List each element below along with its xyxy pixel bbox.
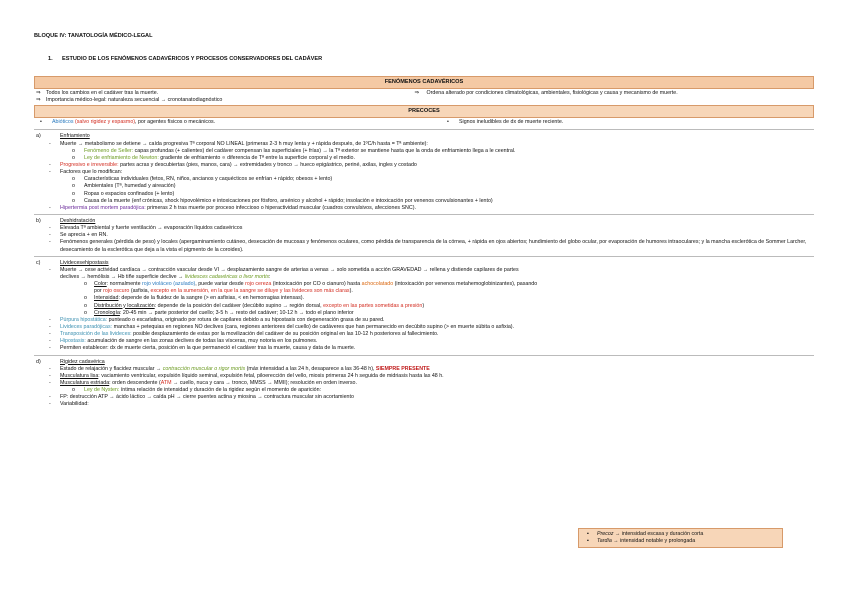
section-heading: Deshidratación (60, 217, 96, 224)
section-title-text: ESTUDIO DE LOS FENÓMENOS CADAVÉRICOS Y PROCESOS CONSERVADORES DEL CADÁVER (62, 56, 323, 62)
document-header: BLOQUE IV: TANATOLOGÍA MÉDICO-LEGAL (34, 33, 153, 39)
section-enfriamiento: a) Enfriamiento - Muerte → metabolismo se detiene → caída progresiva Tª corporal NO LINEAL (primeras 2-3 h muy lenta y + rápida después, de 1ºC/h hasta = Tª ambiente): o Fenómeno de Seller: capas profundas (+ calientes) del cadáver compensan las superficiales (+ frías) → la Tª exterior se mantiene hasta que la onda de enfriamiento llega a le ceentral. o Ley de enfriamiento de Newton: gradiente de enfriamiento ∝ diferencia de Tª entre la superficie corporal y el medio. - Progresivo e irreversible: partes acras y descubiertas (pies, manos, cara) → extremidades y tronco → hueco epigástrico, periné, axilas, ingles y costado - Factores que lo modifican: o Características individuales (fetos, RN, niños, ancianos y caquécticos se enfrían + rápido; obesos + lento) o Ambientales (Tª, humedad y aireación) o Ropas o espacios confinados (+ lento) o Causa de la muerte (enf crónicas, shock hipovolémico e intoxicaciones por fósforo, arsénico y alcohol + rápido; insolación e intoxicación por venenos convulsionantes + lento) - Hipertermia post mortem paradójica: primeras 2 h tras muerte por proceso infeccioso o hiperactividad muscular (cuadros convulsivos, afecciones SNC). (36, 133, 516, 211)
divider (34, 214, 814, 215)
section-rigidez: d) Rigidez cadavérica - Estado de relajación y flacidez muscular → contracción muscular o rigor mortis (máx intensidad a las 24 h, desaparece a las 36-48 h), SIEMPRE PRESENTE - Musculatura lisa: vaciamiento ventricular, expulsión líquido seminal, expulsión fetal, piloerección del vello, miosis primeras 24 h seguida de midriasis hasta las 48 h. - Musculatura estriada: orden descendente (ATM → cuello, nuca y cara → tronco, MMSS → MMII); resolución en orden inverso. o Ley de Nysten: íntima relación de intensidad y duración de la rigidez según el momento de aparición: - FP: destrucción ATP → ácido láctico → caída pH → cierre puentes actina y miosina → contractura muscular sin acortamiento - Variabilidad: (36, 358, 444, 408)
divider (34, 129, 814, 130)
section-heading: Lividecesehipostasis (60, 259, 109, 266)
section-heading: Enfriamiento (60, 133, 90, 140)
content-table (34, 76, 814, 408)
intro-left-2: Importancia médico-legal: naturaleza secuencial → cronotanatodiagnóstico (46, 97, 223, 104)
bullet-icon: ▪ (587, 531, 589, 537)
section-heading: Rigidez cadavérica (60, 358, 105, 365)
arrow-icon: ⇒ (36, 90, 41, 96)
table-title: FENÓMENOS CADAVÉRICOS (34, 76, 814, 89)
arrow-icon: ⇒ (414, 90, 419, 96)
divider (34, 256, 814, 257)
section-number: 1. (48, 56, 53, 62)
precoces-band: PRECOCES (34, 105, 814, 118)
bullet-icon: • (447, 119, 449, 126)
intro-right: Ordena alterado por condiciones climatológicas, ambientales, fisiológicas y causa y mecanismo de muerte. (426, 90, 678, 96)
precoces-row: • Abióticos (salvo rigidez y espasmo), por agentes físicos o mecánicos. • Signos ineludibles de dx de muerte reciente. (40, 119, 564, 126)
bullet-icon: ▪ (587, 538, 589, 545)
divider (34, 355, 814, 356)
section-title (48, 56, 322, 64)
nysten-note-box: ▪ Precoz → intensidad escasa y duración corta ▪ Tardía → intensidad notable y prolongada (578, 528, 783, 548)
arrow-icon: ⇒ (36, 97, 41, 104)
intro-row (34, 89, 814, 105)
section-livideces: c) Lividecesehipostasis - Muerte → cese actividad cardíaca → contracción vascular desde VI → desplazamiento sangre de arterias a venas → solo sometida a acción GRAVEDAD → rellena y distiende capilares de partes declives → hemólisis → Hb tiñe superficie declive → lividesces cadavéricas o livor mortis: o Color: normalmente rojo violáceo (azulado), puede variar desde rojo cereza (intoxicación por CO o cianuro) hasta achocolatado (intoxicación por venenos metahemoglobinizantes), pasando por rojo oscuro (asfixia, excepto en la sumersión, en la que la sangre se diluye y las livideces son más claras). o Intensidad: depende de la fluidez de la sangre (> en asfixias, < en hemorragias intensas). o Distribución y localización: depende de la posición del cadáver (decúbito supino → región dorsal, excepto en las partes sometidas a presión) o Cronología: 20-45 min → parte posterior del cuello; 3-5 h → resto del cadáver; 10-12 h → todo el plano inferior - Púrpura hipostática: punteado o escarlatina, originado por rotura de capilares debido a su hipostasis con degeneración grasa de su pared. - Livideces paradójicas: manchas + petequias en regiones NO declives (cara, regiones anteriores del cuello) de cadáveres que han permanecido en decúbito supino (> en muerte súbita o asfixia). - Transposición de las livideces: posible desplazamiento de estas por la movilización del cadáver de su posición original en las 10-12 h posteriores al fallecimiento. - Hipostasis: acumulación de sangre en las zonas declives de todas las vísceras, muy notoria en los pulmones. - Permiten establecer: dx de muerte cierta, posición en la que permaneció el cadáver tras la muerte, causa y data de la muerte. (36, 259, 538, 352)
intro-left-1: Todos los cambios en el cadáver tras la muerte. (46, 90, 159, 96)
bullet-icon: • (40, 119, 42, 126)
section-deshidratacion: b) Deshidratación - Elevada Tª ambiental y fuerte ventilación → evaporación líquidos cadavéricos - Se aprecia + en RN. - Fenómenos generales (pérdida de peso) y locales (apergaminamiento cutáneo, desecación de mucosas y fenómenos oculares, como pérdida de transparencia de la córnea, + rápida en ojos abiertos; hundimiento del globo ocular, por evaporación de humores intraoculares; y la mancha esclerótica de Sommer Larcher, desecamiento de la esclerótica que deja a la vista el pigmento de la coroides). (36, 217, 807, 253)
